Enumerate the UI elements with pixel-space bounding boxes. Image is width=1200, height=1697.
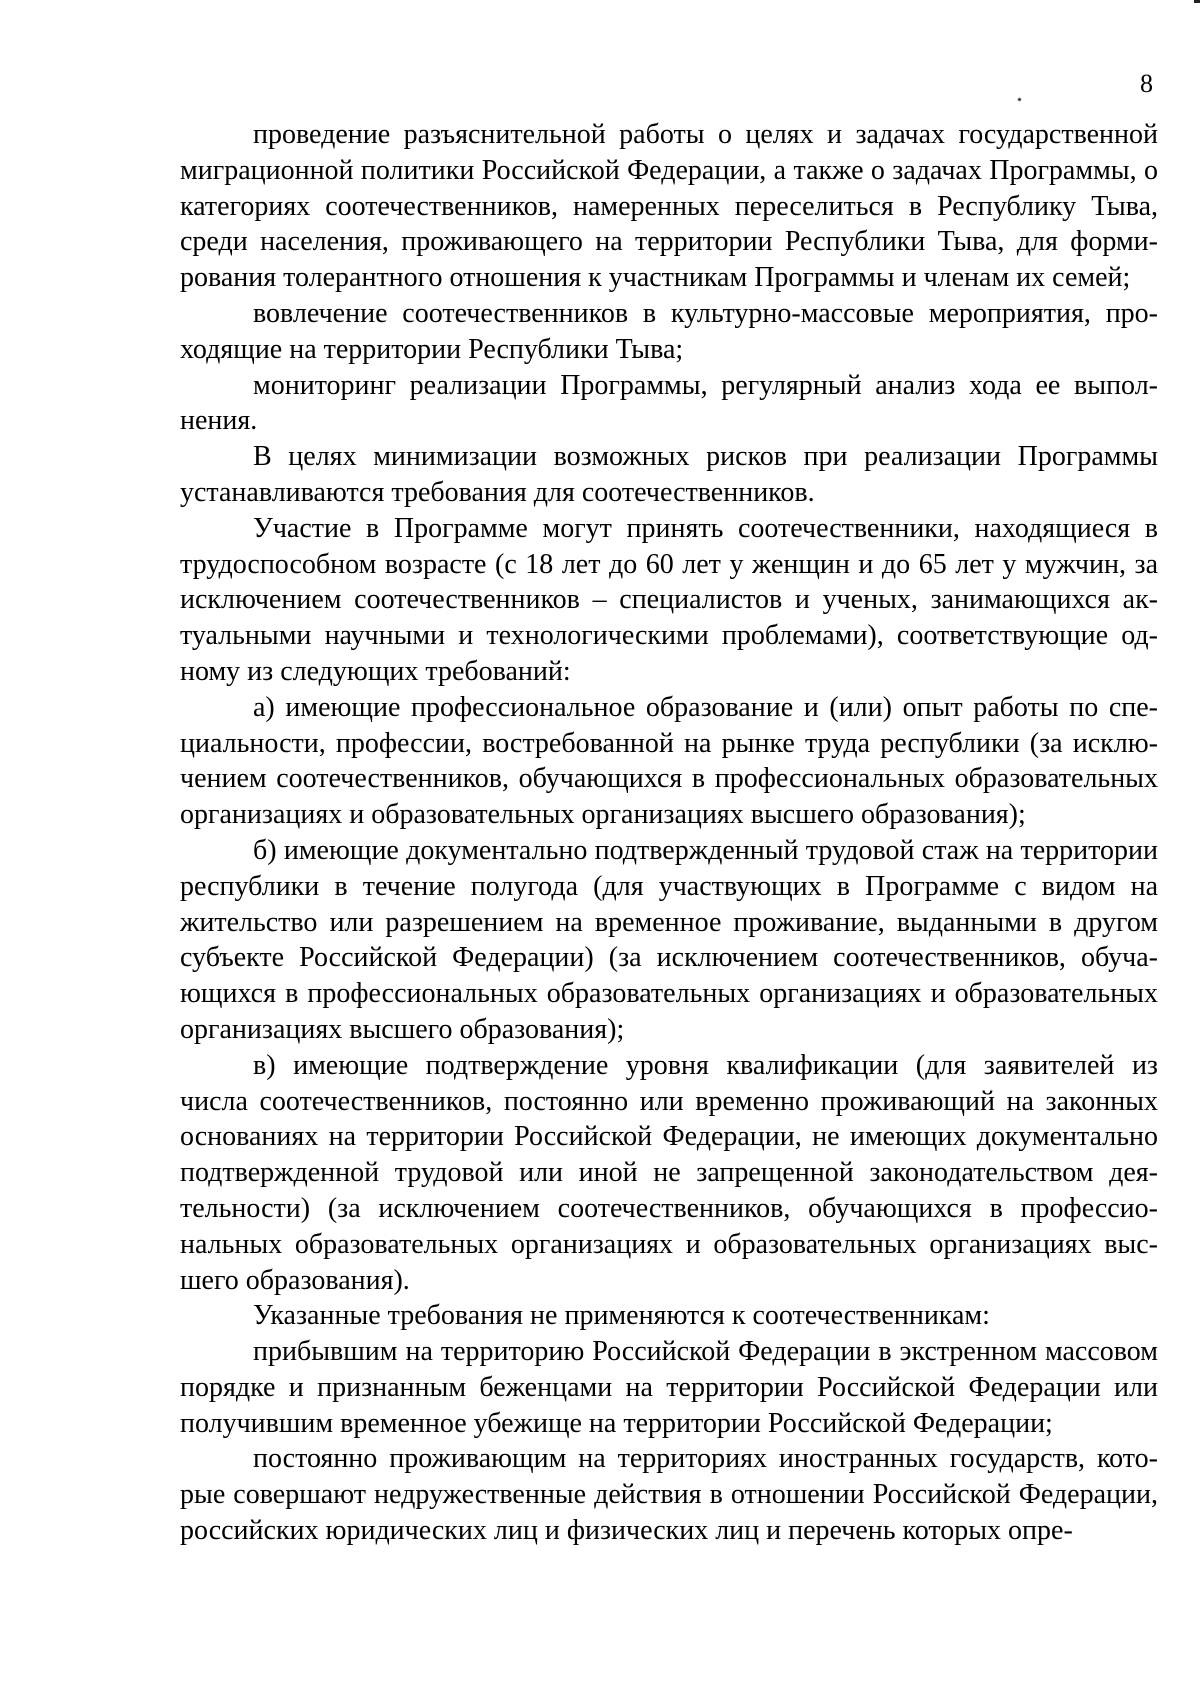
paragraph-requirement-c: в) имеющие подтверждение уровня квалификации (для заявителей из числа соотечественников, постоянно или временно проживающий на законных основаниях на территории Российской Федерации, не имеющих документально подтвержденной трудовой или иной не запрещенной законодательством деятельности) (за исключением соотечественников, обучающихся в профессиональных образовательных организациях и образовательных организациях высшего образования). xyxy=(180,1049,1158,1296)
paragraph-requirement-a: а) имеющие профессиональное образование и (или) опыт работы по специальности, профессии, востребованной на рынке труда республики (за исключением соотечественников, обучающихся в профессиональных образовательных организациях и образовательных организациях высшего образования); xyxy=(180,691,1158,831)
scan-speck xyxy=(1017,97,1021,101)
paragraph-requirement-b: б) имеющие документально подтвержденный трудовой стаж на территории республики в течение полугода (для участвующих в Программе с видом на жительство или разрешением на временное проживание, выданными в другом субъекте Российской Федерации) (за исключением соотечественников, обучающихся в профессиональных образовательных организациях и образовательных организациях высшего образования); xyxy=(180,834,1158,1045)
paragraph-exemption-refugees: прибывшим на территорию Российской Федерации в экстренном массовом порядке и признанным беженцами на территории Российской Федерации или получившим временное убежище на территории Российской Федерации; xyxy=(180,1336,1158,1439)
paragraph-exemption-unfriendly-states: постоянно проживающим на территориях иностранных государств, которые совершают недружественные действия в отношении Российской Федерации, российских юридических лиц и физических лиц и перечень которых опре- xyxy=(180,1443,1158,1547)
paragraph-explanatory-work: проведение разъяснительной работы о целях и задачах государственной миграционной политики Российской Федерации, а также о задачах Программы, о категориях соотечественников, намеренных переселиться в Республику Тыва, среди населения, проживающего на территории Республики Тыва, для формирования толерантного отношения к участникам Программы и членам их семей; xyxy=(180,119,1158,294)
paragraph-participation-age: Участие в Программе могут принять соотечественники, находящиеся в трудоспособном возрасте (с 18 лет до 60 лет у женщин и до 65 лет у мужчин, за исключением соотечественников – специалистов и ученых, занимающихся актуальными научными и технологическими проблемами), соответствующие одному из следующих требований: xyxy=(180,512,1158,687)
page-number: 8 xyxy=(1140,69,1153,98)
paragraph-monitoring: мониторинг реализации Программы, регулярный анализ хода ее выполнения. xyxy=(180,369,1158,437)
document-body xyxy=(180,117,1158,1549)
scan-edge-mark xyxy=(1194,0,1200,3)
paragraph-cultural-events: вовлечение соотечественников в культурно-массовые мероприятия, проходящие на территории Республики Тыва; xyxy=(180,297,1158,365)
paragraph-exemptions-intro: Указанные требования не применяются к соотечественникам: xyxy=(253,1300,990,1332)
paragraph-risk-minimization: В целях минимизации возможных рисков при реализации Программы устанавливаются требования для соотечественников. xyxy=(180,441,1158,508)
